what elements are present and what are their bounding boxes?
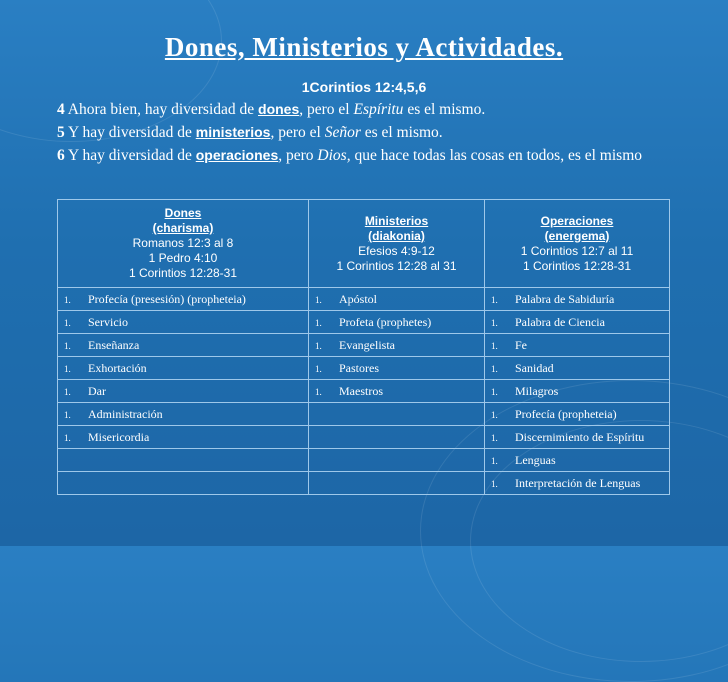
cell-text: Profeta (prophetes) [339, 314, 432, 329]
table-row [58, 380, 670, 403]
verse-keyword: dones [258, 101, 300, 117]
table-row [58, 288, 670, 311]
cell-text: Misericordia [88, 429, 150, 444]
header-dones [58, 200, 309, 288]
column-ref: 1 Corintios 12:7 al 11 [520, 243, 634, 258]
list-marker: 1. [64, 294, 71, 305]
table-cell [309, 449, 485, 472]
verse-text: que hace todas las cosas en todos, es el mismo [350, 147, 642, 164]
column-heading: Ministerios [364, 213, 429, 228]
table-cell [58, 449, 309, 472]
list-marker: 1. [64, 363, 71, 374]
cell-text: Dar [88, 383, 106, 398]
table-cell [485, 334, 670, 357]
list-marker: 1. [64, 340, 71, 351]
cell-text: Exhortación [88, 360, 147, 375]
column-ref: 1 Corintios 12:28-31 [128, 266, 238, 280]
table-row [58, 311, 670, 334]
list-marker: 1. [491, 432, 498, 443]
verse-text: es el mismo. [360, 124, 443, 141]
column-greek: (diakonia) [368, 228, 425, 243]
table-row [58, 472, 670, 495]
list-marker: 1. [315, 386, 322, 397]
table-row [58, 403, 670, 426]
table-cell [58, 426, 309, 449]
table-cell [58, 311, 309, 334]
cell-text: Evangelista [339, 337, 395, 352]
column-ref: 1 Pedro 4:10 [148, 251, 218, 265]
list-marker: 1. [64, 317, 71, 328]
verse-emphasis: Dios, [317, 147, 351, 164]
verse-4 [57, 98, 670, 121]
list-marker: 1. [491, 478, 498, 489]
list-marker: 1. [491, 363, 498, 374]
verse-keyword: ministerios [195, 124, 271, 140]
table-cell [485, 403, 670, 426]
table-cell [485, 288, 670, 311]
scripture-reference: 1Corintios 12:4,5,6 [301, 79, 427, 95]
verse-text: Y hay diversidad de [64, 124, 196, 141]
column-ref: 1 Corintios 12:28-31 [522, 258, 632, 273]
cell-text: Discernimiento de Espíritu [515, 429, 645, 444]
list-marker: 1. [491, 340, 498, 351]
table-cell [58, 288, 309, 311]
list-marker: 1. [491, 409, 498, 420]
table-cell [58, 357, 309, 380]
verse-emphasis: Espíritu [353, 101, 404, 118]
cell-text: Fe [515, 337, 527, 352]
verse-text: , pero [278, 147, 318, 164]
list-marker: 1. [64, 409, 71, 420]
cell-text: Interpretación de Lenguas [515, 475, 641, 490]
cell-text: Milagros [515, 383, 559, 398]
table-cell [309, 334, 485, 357]
table-cell [485, 380, 670, 403]
table-cell [58, 403, 309, 426]
column-ref: 1 Corintios 12:28 al 31 [336, 258, 457, 273]
column-greek: (charisma) [152, 221, 214, 235]
verse-6 [57, 144, 670, 167]
table-cell [58, 472, 309, 495]
table-cell [309, 288, 485, 311]
table-row [58, 357, 670, 380]
table-cell [309, 311, 485, 334]
cell-text: Palabra de Ciencia [515, 314, 605, 329]
list-marker: 1. [491, 317, 498, 328]
cell-text: Enseñanza [88, 337, 140, 352]
table-cell [309, 426, 485, 449]
table-row [58, 449, 670, 472]
column-heading: Operaciones [540, 213, 614, 228]
table-cell [309, 357, 485, 380]
table-cell [485, 426, 670, 449]
list-marker: 1. [315, 363, 322, 374]
column-ref: Romanos 12:3 al 8 [132, 236, 234, 250]
table-body [58, 288, 670, 495]
table-cell [485, 449, 670, 472]
cell-text: Palabra de Sabiduría [515, 291, 615, 306]
cell-text: Sanidad [515, 360, 554, 375]
cell-text: Administración [88, 406, 163, 421]
verse-text: , pero el [270, 124, 325, 141]
list-marker: 1. [491, 455, 498, 466]
verse-number: 6 [57, 147, 65, 164]
table-row [58, 426, 670, 449]
cell-text: Apóstol [339, 291, 378, 306]
header-operaciones [485, 200, 670, 288]
verse-number: 5 [57, 124, 65, 141]
list-marker: 1. [64, 432, 71, 443]
verse-text: Ahora bien, hay diversidad de [64, 101, 259, 118]
table-cell [485, 311, 670, 334]
verse-text: Y hay diversidad de [64, 147, 196, 164]
verse-text: es el mismo. [403, 101, 486, 118]
verse-number: 4 [57, 101, 65, 118]
table-cell [309, 403, 485, 426]
verse-keyword: operaciones [195, 147, 279, 163]
column-heading: Dones [164, 206, 202, 220]
cell-text: Profecía (propheteia) [515, 406, 617, 421]
page-title: Dones, Ministerios y Actividades. [164, 32, 564, 62]
cell-text: Profecía (presesión) (propheteia) [88, 291, 246, 306]
cell-text: Lenguas [515, 452, 556, 467]
table-cell [485, 472, 670, 495]
list-marker: 1. [64, 386, 71, 397]
table-cell [309, 472, 485, 495]
table-row [58, 334, 670, 357]
table-header-row [58, 200, 670, 288]
cell-text: Servicio [88, 314, 128, 329]
column-greek: (energema) [544, 228, 610, 243]
verses [57, 98, 670, 167]
gifts-table [57, 199, 670, 495]
table-cell [485, 357, 670, 380]
table-cell [58, 334, 309, 357]
verse-emphasis: Señor [324, 124, 361, 141]
verse-5 [57, 121, 670, 144]
cell-text: Pastores [339, 360, 379, 375]
table-cell [309, 380, 485, 403]
list-marker: 1. [315, 317, 322, 328]
list-marker: 1. [491, 386, 498, 397]
cell-text: Maestros [339, 383, 383, 398]
list-marker: 1. [491, 294, 498, 305]
header-ministerios [309, 200, 485, 288]
list-marker: 1. [315, 340, 322, 351]
table-cell [58, 380, 309, 403]
column-ref: Efesios 4:9-12 [358, 243, 435, 258]
verse-text: , pero el [299, 101, 354, 118]
list-marker: 1. [315, 294, 322, 305]
